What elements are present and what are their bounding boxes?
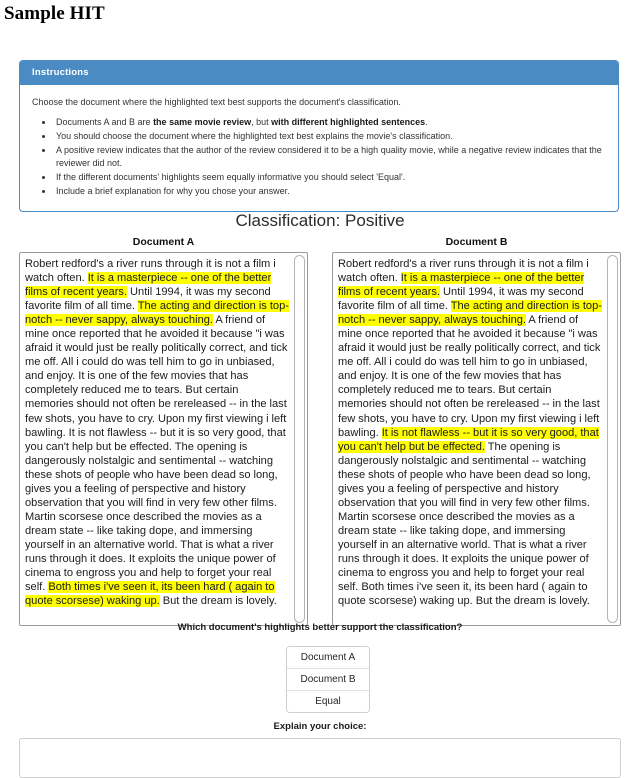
explain-label: Explain your choice: xyxy=(273,721,367,732)
choice-document-a[interactable]: Document A xyxy=(287,647,369,669)
document-a-scrollbar[interactable] xyxy=(294,255,305,623)
instructions-intro: Choose the document where the highlighted text best supports the document's classification. xyxy=(32,97,401,107)
instructions-header: Instructions xyxy=(20,61,618,85)
explain-textarea[interactable] xyxy=(19,738,621,778)
instructions-panel xyxy=(19,60,619,212)
instructions-bullet: • If the different documents' highlights seem equally informative you should select 'Equal'. xyxy=(54,171,606,184)
page-title: Sample HIT xyxy=(4,3,105,24)
document-a-heading: Document A xyxy=(132,236,195,248)
instructions-body xyxy=(20,85,618,211)
document-b-column xyxy=(332,236,621,626)
question-label: Which document's highlights better support the classification? xyxy=(177,622,463,633)
instructions-bullet: • Documents A and B are the same movie review, but with different highlighted sentences. xyxy=(54,116,606,129)
instructions-bullet: • A positive review indicates that the author of the review considered it to be a high quality movie, while a negative review indicates that the reviewer did not. xyxy=(54,144,606,170)
highlighted-sentence: It is a masterpiece -- one of the better films of recent years. xyxy=(25,272,272,299)
document-a-text: Robert redford's a river runs through it is not a film i watch often. It is a masterpiece -- one of the better films of recent years. Until 1994, it was my second favorite film of all time. The acting and direction is top-notch -- never sappy, always touching. A friend of mine once reported that he avoided it because "i was afraid it would just be really politically correct, and tick me off. All i could do was tell him to go in unbiased, and enjoy. It is one of the few movies that has completely reduced me to tears. But certain memories should not often be rereleased -- in the last few shots, you have to cry. Upon my first viewing i left bawling. It is not flawless -- but it is so very good, that you can't help but be effected. The opening is dangerously nolstalgic and sentimental -- watching these shots of people who have been dead so long, gives you a feeling of perspective and history observation that you will find in very few other films. Martin scorsese once described the movies as a dream state -- like taking dope, and immersing yourself in an alternative world. That is what a river runs through it does. It exploits the unique power of cinema to engross you and help to forget your real self. Both times i've seen it, its been hard ( again to quote scorsese) waking up. But the dream is lovely. xyxy=(25,258,289,608)
documents-row xyxy=(19,236,621,626)
document-b-box[interactable] xyxy=(332,252,621,626)
classification-title: Classification: Positive xyxy=(235,211,405,230)
highlighted-sentence: The acting and direction is top-notch -- never sappy, always touching. xyxy=(338,300,602,327)
instructions-bullet: • Include a brief explanation for why you chose your answer. xyxy=(54,185,606,198)
highlighted-sentence: The acting and direction is top-notch -- never sappy, always touching. xyxy=(25,300,289,327)
document-b-text: Robert redford's a river runs through it is not a film i watch often. It is a masterpiece -- one of the better films of recent years. Until 1994, it was my second favorite film of all time. The acting and direction is top-notch -- never sappy, always touching. A friend of mine once reported that he avoided it because "i was afraid it would just be really politically correct, and tick me off. All i could do was tell him to go in unbiased, and enjoy. It is one of the few movies that has completely reduced me to tears. But certain memories should not often be rereleased -- in the last few shots, you have to cry. Upon my first viewing i left bawling. It is not flawless -- but it is so very good, that you can't help but be effected. The opening is dangerously nolstalgic and sentimental -- watching these shots of people who have been dead so long, gives you a feeling of perspective and history observation that you will find in very few other films. Martin scorsese once described the movies as a dream state -- like taking dope, and immersing yourself in an alternative world. That is what a river runs through it does. It exploits the unique power of cinema to engross you and help to forget your real self. Both times i've seen it, its been hard ( again to quote scorsese) waking up. But the dream is lovely. xyxy=(338,258,602,608)
choice-button-group xyxy=(286,646,370,713)
highlighted-sentence: It is not flawless -- but it is so very good, that you can't help but be effected. xyxy=(338,426,599,453)
choice-equal[interactable]: Equal xyxy=(287,691,369,712)
choice-document-b[interactable]: Document B xyxy=(287,669,369,691)
document-b-scrollbar[interactable] xyxy=(607,255,618,623)
document-b-heading: Document B xyxy=(445,236,508,248)
highlighted-sentence: It is a masterpiece -- one of the better films of recent years. xyxy=(338,272,585,299)
document-a-column xyxy=(19,236,308,626)
instructions-bullet-list xyxy=(32,116,606,198)
highlighted-sentence: Both times i've seen it, its been hard ( again to quote scorsese) waking up. xyxy=(25,581,275,608)
document-a-box[interactable] xyxy=(19,252,308,626)
instructions-bullet: • You should choose the document where the highlighted text best explains the movie's classification. xyxy=(54,130,606,143)
